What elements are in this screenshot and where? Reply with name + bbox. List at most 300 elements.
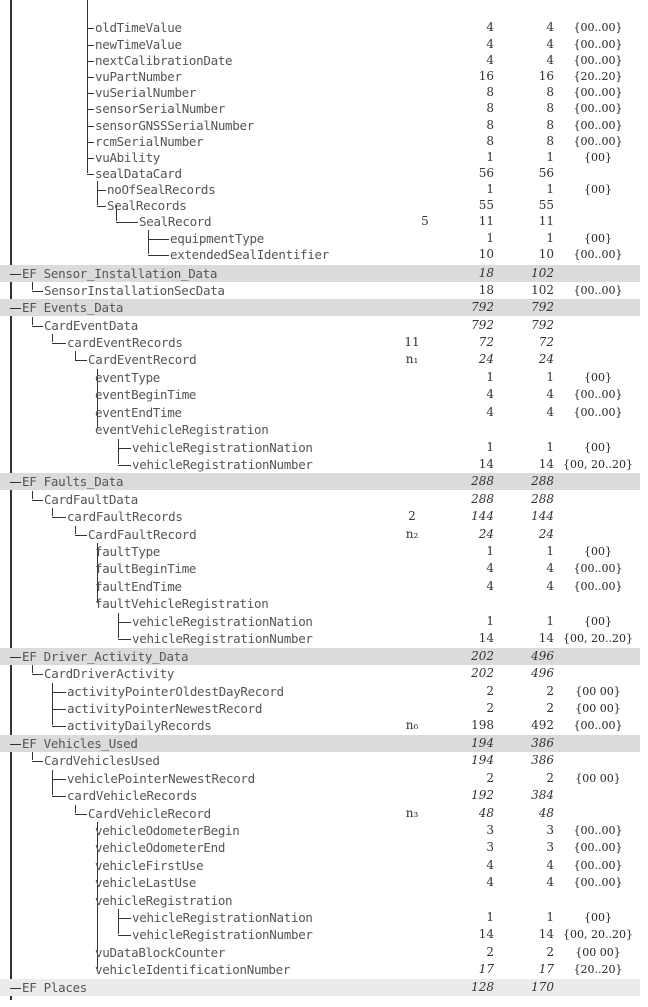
table-row bbox=[0, 491, 640, 508]
default-value: {00 00} bbox=[575, 772, 621, 785]
element-name: activityDailyRecords bbox=[67, 718, 212, 733]
tree-connector-horizontal bbox=[87, 142, 94, 143]
max-size: 496 bbox=[531, 666, 554, 680]
table-row bbox=[0, 665, 640, 682]
min-size: 18 bbox=[478, 283, 494, 297]
min-size: 2 bbox=[486, 771, 494, 785]
default-value: {20..20} bbox=[573, 963, 623, 976]
tree-connector-horizontal bbox=[87, 174, 94, 175]
min-size: 1 bbox=[486, 544, 494, 558]
min-size: 792 bbox=[471, 300, 494, 314]
table-row bbox=[0, 752, 640, 769]
element-name: EF Events_Data bbox=[22, 300, 124, 315]
min-size: 14 bbox=[478, 457, 494, 471]
default-value: {00..00} bbox=[573, 719, 623, 732]
default-value: {00..00} bbox=[573, 102, 623, 115]
element-name: sealDataCard bbox=[95, 166, 182, 181]
table-row bbox=[0, 439, 640, 456]
element-name: eventEndTime bbox=[95, 405, 182, 420]
default-value: {00} bbox=[584, 441, 612, 454]
tree-connector-horizontal bbox=[148, 255, 169, 256]
repeat-count: n₃ bbox=[405, 806, 419, 820]
element-name: vehicleRegistrationNumber bbox=[132, 927, 313, 942]
tree-connector-horizontal bbox=[32, 326, 43, 327]
max-size: 792 bbox=[531, 300, 554, 314]
min-size: 1 bbox=[486, 150, 494, 164]
element-name: noOfSealRecords bbox=[107, 182, 216, 197]
repeat-count: n₆ bbox=[405, 718, 419, 732]
default-value: {00..00} bbox=[573, 388, 623, 401]
tree-connector-horizontal bbox=[97, 206, 106, 207]
table-row bbox=[0, 52, 640, 69]
section-header-row bbox=[0, 299, 640, 316]
tree-connector-horizontal bbox=[10, 657, 21, 658]
default-value: {00..00} bbox=[573, 54, 623, 67]
tree-connector-horizontal bbox=[10, 482, 21, 483]
min-size: 8 bbox=[486, 101, 494, 115]
table-row bbox=[0, 351, 640, 368]
min-size: 792 bbox=[471, 318, 494, 332]
max-size: 2 bbox=[546, 684, 554, 698]
max-size: 2 bbox=[546, 701, 554, 715]
min-size: 3 bbox=[486, 840, 494, 854]
min-size: 24 bbox=[478, 352, 494, 366]
element-name: sensorGNSSSerialNumber bbox=[95, 118, 254, 133]
max-size: 56 bbox=[538, 166, 554, 180]
min-size: 288 bbox=[471, 492, 494, 506]
element-name: vuSerialNumber bbox=[95, 85, 197, 100]
table-row bbox=[0, 770, 640, 787]
default-value: {20..20} bbox=[573, 70, 623, 83]
element-name: faultType bbox=[95, 544, 161, 559]
element-name: CardVehiclesUsed bbox=[44, 753, 160, 768]
min-size: 202 bbox=[471, 649, 494, 663]
max-size: 4 bbox=[546, 37, 554, 51]
repeat-count: n₂ bbox=[405, 527, 419, 541]
min-size: 4 bbox=[486, 579, 494, 593]
table-row bbox=[0, 317, 640, 334]
table-row bbox=[0, 543, 640, 560]
table-row bbox=[0, 926, 640, 943]
min-size: 4 bbox=[486, 875, 494, 889]
element-name: vuDataBlockCounter bbox=[95, 945, 226, 960]
default-value: {00..00} bbox=[573, 248, 623, 261]
min-size: 4 bbox=[486, 37, 494, 51]
min-size: 17 bbox=[478, 962, 494, 976]
default-value: {00..00} bbox=[573, 562, 623, 575]
repeat-count: n₁ bbox=[405, 352, 419, 366]
default-value: {00..00} bbox=[573, 21, 623, 34]
min-size: 14 bbox=[478, 927, 494, 941]
table-row bbox=[0, 508, 640, 525]
element-name: vehicleIdentificationNumber bbox=[95, 962, 291, 977]
max-size: 496 bbox=[531, 649, 554, 663]
max-size: 55 bbox=[538, 198, 554, 212]
table-row bbox=[0, 456, 640, 473]
min-size: 4 bbox=[486, 20, 494, 34]
max-size: 4 bbox=[546, 858, 554, 872]
min-size: 1 bbox=[486, 614, 494, 628]
tree-connector-horizontal bbox=[52, 517, 66, 518]
element-name: faultEndTime bbox=[95, 579, 182, 594]
tree-connector-horizontal bbox=[118, 639, 131, 640]
tree-connector-horizontal bbox=[87, 126, 94, 127]
tree-connector-horizontal bbox=[148, 239, 169, 240]
element-name: rcmSerialNumber bbox=[95, 134, 204, 149]
min-size: 4 bbox=[486, 858, 494, 872]
table-row bbox=[0, 874, 640, 891]
table-row bbox=[0, 165, 640, 182]
table-row bbox=[0, 683, 640, 700]
max-size: 1 bbox=[546, 910, 554, 924]
tree-connector-horizontal bbox=[52, 796, 66, 797]
element-name: CardEventData bbox=[44, 318, 138, 333]
table-row bbox=[0, 909, 640, 926]
element-name: vehicleRegistrationNumber bbox=[132, 631, 313, 646]
table-row bbox=[0, 334, 640, 351]
min-size: 1 bbox=[486, 231, 494, 245]
max-size: 14 bbox=[538, 457, 554, 471]
table-row bbox=[0, 133, 640, 150]
table-row bbox=[0, 944, 640, 961]
max-size: 1 bbox=[546, 231, 554, 245]
max-size: 3 bbox=[546, 823, 554, 837]
min-size: 11 bbox=[478, 214, 494, 228]
table-row bbox=[0, 404, 640, 421]
default-value: {00 00} bbox=[575, 685, 621, 698]
max-size: 4 bbox=[546, 387, 554, 401]
max-size: 288 bbox=[531, 492, 554, 506]
min-size: 202 bbox=[471, 666, 494, 680]
min-size: 1 bbox=[486, 910, 494, 924]
element-name: CardDriverActivity bbox=[44, 666, 175, 681]
min-size: 8 bbox=[486, 118, 494, 132]
element-name: SealRecords bbox=[107, 198, 187, 213]
max-size: 1 bbox=[546, 370, 554, 384]
max-size: 1 bbox=[546, 150, 554, 164]
tree-connector-horizontal bbox=[10, 308, 21, 309]
max-size: 102 bbox=[531, 283, 554, 297]
max-size: 4 bbox=[546, 405, 554, 419]
table-row bbox=[0, 246, 640, 263]
section-header-row bbox=[0, 265, 640, 282]
table-row bbox=[0, 36, 640, 53]
element-name: EF Vehicles_Used bbox=[22, 736, 138, 751]
table-row bbox=[0, 787, 640, 804]
default-value: {00} bbox=[584, 151, 612, 164]
table-row bbox=[0, 839, 640, 856]
min-size: 4 bbox=[486, 53, 494, 67]
max-size: 4 bbox=[546, 579, 554, 593]
max-size: 492 bbox=[531, 718, 554, 732]
table-row bbox=[0, 19, 640, 36]
tree-connector-horizontal bbox=[52, 726, 66, 727]
table-row bbox=[0, 282, 640, 299]
default-value: {00..00} bbox=[573, 119, 623, 132]
max-size: 16 bbox=[538, 69, 554, 83]
min-size: 55 bbox=[478, 198, 494, 212]
default-value: {00..00} bbox=[573, 86, 623, 99]
tree-connector-horizontal bbox=[75, 535, 87, 536]
max-size: 2 bbox=[546, 945, 554, 959]
default-value: {00..00} bbox=[573, 284, 623, 297]
max-size: 1 bbox=[546, 440, 554, 454]
max-size: 48 bbox=[538, 806, 554, 820]
max-size: 4 bbox=[546, 53, 554, 67]
section-header-row bbox=[0, 735, 640, 752]
default-value: {00, 20..20} bbox=[563, 928, 633, 941]
element-name: nextCalibrationDate bbox=[95, 53, 233, 68]
element-name: vehicleOdometerBegin bbox=[95, 823, 240, 838]
element-name: EF Places bbox=[22, 980, 88, 995]
tree-connector-horizontal bbox=[32, 761, 43, 762]
element-name: oldTimeValue bbox=[95, 20, 182, 35]
element-name: newTimeValue bbox=[95, 37, 182, 52]
table-row bbox=[0, 822, 640, 839]
max-size: 8 bbox=[546, 134, 554, 148]
default-value: {00} bbox=[584, 615, 612, 628]
max-size: 72 bbox=[538, 335, 554, 349]
element-name: SensorInstallationSecData bbox=[44, 283, 225, 298]
min-size: 288 bbox=[471, 474, 494, 488]
repeat-count: 5 bbox=[421, 214, 429, 228]
table-row bbox=[0, 181, 640, 198]
element-name: extendedSealIdentifier bbox=[170, 247, 329, 262]
max-size: 8 bbox=[546, 118, 554, 132]
element-name: vehicleRegistrationNation bbox=[132, 440, 313, 455]
tree-connector-horizontal bbox=[10, 274, 21, 275]
max-size: 792 bbox=[531, 318, 554, 332]
element-name: EF Sensor_Installation_Data bbox=[22, 266, 218, 281]
element-name: vehicleRegistration bbox=[95, 893, 233, 908]
element-name: eventVehicleRegistration bbox=[95, 422, 269, 437]
min-size: 72 bbox=[478, 335, 494, 349]
min-size: 192 bbox=[471, 788, 494, 802]
default-value: {00, 20..20} bbox=[563, 632, 633, 645]
table-row bbox=[0, 197, 640, 214]
element-name: faultBeginTime bbox=[95, 561, 197, 576]
default-value: {00..00} bbox=[573, 406, 623, 419]
min-size: 1 bbox=[486, 370, 494, 384]
tree-connector-horizontal bbox=[52, 779, 66, 780]
table-row bbox=[0, 717, 640, 734]
table-row bbox=[0, 595, 640, 612]
element-name: vehicleOdometerEnd bbox=[95, 840, 226, 855]
max-size: 24 bbox=[538, 527, 554, 541]
table-row bbox=[0, 857, 640, 874]
min-size: 14 bbox=[478, 631, 494, 645]
tree-connector-horizontal bbox=[87, 109, 94, 110]
max-size: 144 bbox=[531, 509, 554, 523]
min-size: 16 bbox=[478, 69, 494, 83]
table-row bbox=[0, 578, 640, 595]
table-row bbox=[0, 630, 640, 647]
default-value: {00..00} bbox=[573, 841, 623, 854]
table-row bbox=[0, 560, 640, 577]
element-name: EF Driver_Activity_Data bbox=[22, 649, 189, 664]
tree-connector-horizontal bbox=[75, 360, 87, 361]
tree-connector-horizontal bbox=[87, 61, 94, 62]
tree-connector-horizontal bbox=[87, 158, 94, 159]
min-size: 198 bbox=[471, 718, 494, 732]
tree-connector-horizontal bbox=[52, 692, 66, 693]
element-name: vehicleRegistrationNation bbox=[132, 614, 313, 629]
element-name: activityPointerNewestRecord bbox=[67, 701, 263, 716]
tree-connector-horizontal bbox=[118, 465, 131, 466]
max-size: 11 bbox=[538, 214, 554, 228]
max-size: 102 bbox=[531, 266, 554, 280]
min-size: 194 bbox=[471, 753, 494, 767]
max-size: 17 bbox=[538, 962, 554, 976]
min-size: 18 bbox=[478, 266, 494, 280]
default-value: {00} bbox=[584, 545, 612, 558]
max-size: 384 bbox=[531, 788, 554, 802]
min-size: 128 bbox=[471, 980, 494, 994]
default-value: {00 00} bbox=[575, 946, 621, 959]
min-size: 4 bbox=[486, 405, 494, 419]
default-value: {00} bbox=[584, 371, 612, 384]
tree-connector-horizontal bbox=[52, 709, 66, 710]
max-size: 4 bbox=[546, 20, 554, 34]
tree-connector-horizontal bbox=[118, 622, 131, 623]
min-size: 8 bbox=[486, 85, 494, 99]
tree-connector-horizontal bbox=[75, 814, 87, 815]
default-value: {00..00} bbox=[573, 38, 623, 51]
element-name: vehicleRegistrationNation bbox=[132, 910, 313, 925]
element-name: CardFaultRecord bbox=[88, 527, 197, 542]
default-value: {00..00} bbox=[573, 876, 623, 889]
section-header-row bbox=[0, 473, 640, 490]
tree-connector-horizontal bbox=[87, 93, 94, 94]
element-name: vuAbility bbox=[95, 150, 161, 165]
table-row bbox=[0, 230, 640, 247]
element-name: cardEventRecords bbox=[67, 335, 183, 350]
max-size: 4 bbox=[546, 875, 554, 889]
table-row bbox=[0, 149, 640, 166]
tree-connector-horizontal bbox=[97, 190, 106, 191]
max-size: 24 bbox=[538, 352, 554, 366]
min-size: 56 bbox=[478, 166, 494, 180]
tree-connector-horizontal bbox=[87, 45, 94, 46]
min-size: 24 bbox=[478, 527, 494, 541]
tree-connector-horizontal bbox=[118, 935, 131, 936]
tree-connector-horizontal bbox=[87, 28, 94, 29]
min-size: 4 bbox=[486, 561, 494, 575]
default-value: {00..00} bbox=[573, 135, 623, 148]
max-size: 10 bbox=[538, 247, 554, 261]
max-size: 170 bbox=[531, 980, 554, 994]
element-name: cardVehicleRecords bbox=[67, 788, 198, 803]
table-row bbox=[0, 613, 640, 630]
table-row bbox=[0, 100, 640, 117]
default-value: {00..00} bbox=[573, 580, 623, 593]
element-name: SealRecord bbox=[139, 214, 212, 229]
section-header-row bbox=[0, 979, 640, 996]
max-size: 4 bbox=[546, 561, 554, 575]
tree-connector-horizontal bbox=[32, 674, 43, 675]
element-name: eventBeginTime bbox=[95, 387, 197, 402]
tree-connector-horizontal bbox=[87, 77, 94, 78]
max-size: 288 bbox=[531, 474, 554, 488]
max-size: 1 bbox=[546, 182, 554, 196]
default-value: {00} bbox=[584, 232, 612, 245]
tree-connector-horizontal bbox=[118, 918, 131, 919]
element-name: CardFaultData bbox=[44, 492, 138, 507]
tree-connector-horizontal bbox=[118, 448, 131, 449]
element-name: vehicleFirstUse bbox=[95, 858, 204, 873]
tree-connector-horizontal bbox=[32, 500, 43, 501]
repeat-count: 2 bbox=[408, 509, 416, 523]
min-size: 8 bbox=[486, 134, 494, 148]
max-size: 386 bbox=[531, 753, 554, 767]
table-row bbox=[0, 68, 640, 85]
tree-connector-horizontal bbox=[52, 343, 66, 344]
max-size: 8 bbox=[546, 85, 554, 99]
element-name: CardEventRecord bbox=[88, 352, 197, 367]
element-name: activityPointerOldestDayRecord bbox=[67, 684, 284, 699]
tree-connector-horizontal bbox=[32, 291, 43, 292]
tree-connector-horizontal bbox=[10, 988, 21, 989]
max-size: 14 bbox=[538, 927, 554, 941]
table-row bbox=[0, 805, 640, 822]
table-row bbox=[0, 700, 640, 717]
element-name: cardFaultRecords bbox=[67, 509, 183, 524]
section-header-row bbox=[0, 648, 640, 665]
table-row bbox=[0, 961, 640, 978]
min-size: 48 bbox=[478, 806, 494, 820]
default-value: {00} bbox=[584, 183, 612, 196]
table-row bbox=[0, 84, 640, 101]
default-value: {00, 20..20} bbox=[563, 458, 633, 471]
element-name: vehicleRegistrationNumber bbox=[132, 457, 313, 472]
min-size: 144 bbox=[471, 509, 494, 523]
max-size: 386 bbox=[531, 736, 554, 750]
min-size: 2 bbox=[486, 684, 494, 698]
tree-connector-horizontal bbox=[116, 222, 138, 223]
default-value: {00 00} bbox=[575, 702, 621, 715]
default-value: {00..00} bbox=[573, 824, 623, 837]
min-size: 10 bbox=[478, 247, 494, 261]
element-name: eventType bbox=[95, 370, 161, 385]
min-size: 194 bbox=[471, 736, 494, 750]
element-name: EF Faults_Data bbox=[22, 474, 124, 489]
table-row bbox=[0, 526, 640, 543]
element-name: CardVehicleRecord bbox=[88, 806, 211, 821]
max-size: 2 bbox=[546, 771, 554, 785]
max-size: 1 bbox=[546, 614, 554, 628]
element-name: faultVehicleRegistration bbox=[95, 596, 269, 611]
repeat-count: 11 bbox=[404, 335, 420, 349]
min-size: 2 bbox=[486, 701, 494, 715]
table-row bbox=[0, 386, 640, 403]
table-row bbox=[0, 369, 640, 386]
table-row bbox=[0, 213, 640, 230]
max-size: 1 bbox=[546, 544, 554, 558]
max-size: 3 bbox=[546, 840, 554, 854]
element-name: sensorSerialNumber bbox=[95, 101, 226, 116]
max-size: 14 bbox=[538, 631, 554, 645]
min-size: 3 bbox=[486, 823, 494, 837]
default-value: {00} bbox=[584, 911, 612, 924]
max-size: 8 bbox=[546, 101, 554, 115]
min-size: 1 bbox=[486, 440, 494, 454]
element-name: vuPartNumber bbox=[95, 69, 182, 84]
table-row bbox=[0, 117, 640, 134]
min-size: 4 bbox=[486, 387, 494, 401]
min-size: 1 bbox=[486, 182, 494, 196]
element-name: equipmentType bbox=[170, 231, 264, 246]
element-name: vehicleLastUse bbox=[95, 875, 197, 890]
